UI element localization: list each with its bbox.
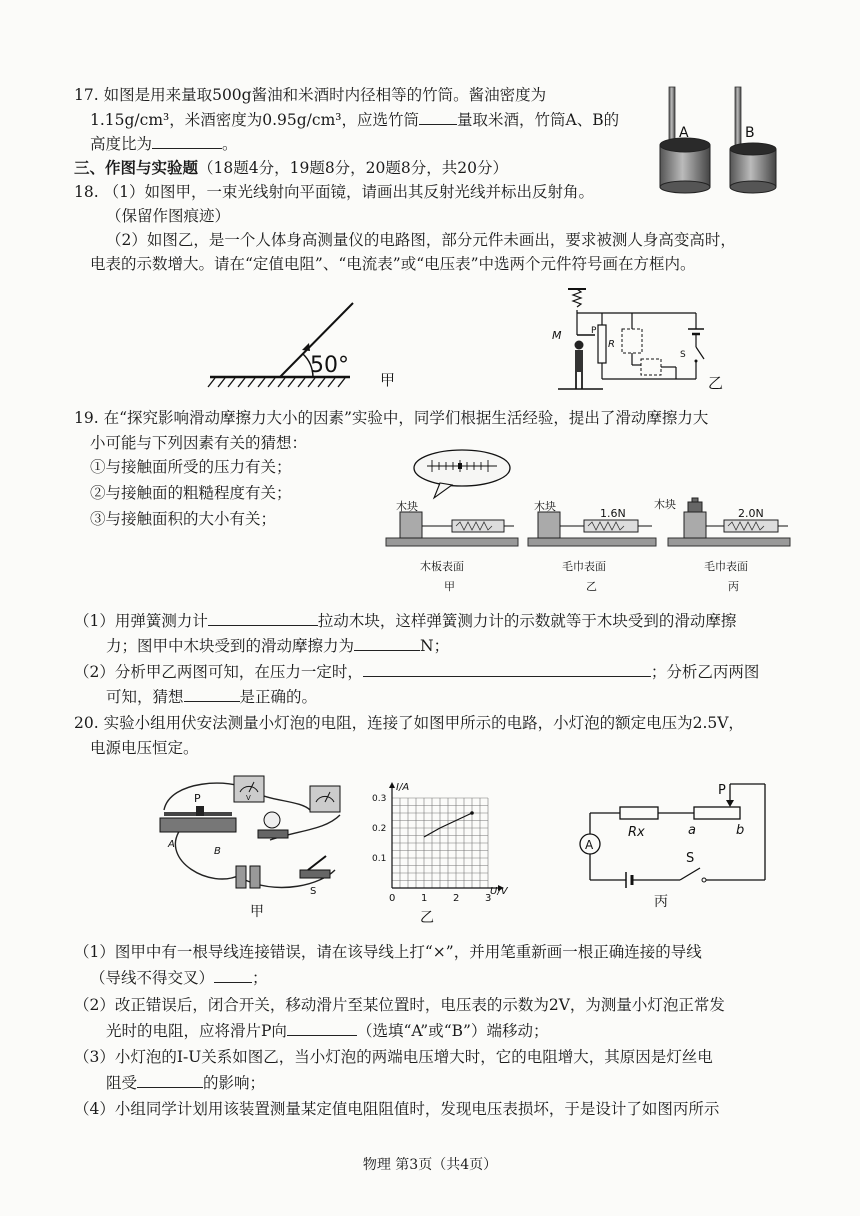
q19-line1: 19. 在“探究影响滑动摩擦力大小的因素”实验中，同学们根据生活经验，提出了滑动摩擦力大	[74, 409, 709, 427]
y-axis-label: I/A	[396, 782, 410, 793]
q19-blank-hypothesis[interactable]	[184, 685, 240, 702]
label-a-jia: A	[168, 839, 175, 850]
rheostat	[160, 806, 236, 832]
q19-part1-line1	[74, 609, 736, 632]
y-axis-arrow-icon	[389, 782, 395, 788]
section3-note: （18题4分，19题8分，20题8分，共20分）	[198, 159, 508, 177]
q18-line3: （2）如图乙，是一个人体身高测量仪的电路图，部分元件未画出，要求被测人身高变高时，	[106, 231, 736, 249]
surface-label-yi: 毛巾表面	[562, 560, 606, 573]
q20-part4-line1: （4）小组同学计划用该装置测量某定值电阻阻值时，发现电压表损坏，于是设计了如图丙所示	[74, 1100, 720, 1118]
q19-hypothesis-1: ①与接触面所受的压力有关；	[90, 458, 292, 476]
switch-jia-icon	[300, 856, 330, 878]
x-axis-label: U/V	[490, 886, 508, 897]
ammeter-icon	[310, 786, 340, 812]
label-p: P	[591, 326, 597, 336]
caption-jia: 甲	[444, 580, 455, 593]
q20-blank-wire[interactable]	[214, 966, 252, 983]
tube-a-label: A	[679, 125, 689, 141]
y-tick-label: 0.2	[372, 824, 387, 834]
iu-chart	[366, 776, 526, 926]
q20-p1-text-b: （导线不得交叉）	[90, 969, 215, 987]
section3-title: 三、作图与实验题	[74, 158, 199, 177]
label-m: M	[552, 329, 562, 342]
q18-line1: 18. （1）如图甲，一束光线射向平面镜，请画出其反射光线并标出反射角。	[74, 183, 594, 201]
q19-part1-line2	[106, 634, 449, 657]
q20-part3-line2	[106, 1071, 265, 1094]
label-b-jia: B	[214, 846, 221, 857]
q19-p2-text-c: 可知，猜想	[106, 688, 184, 706]
switch-symbol	[680, 868, 700, 880]
q20-part1-line1: （1）图甲中有一根导线连接错误，请在该导线上打“×”，并用笔重新画一根正确连接的导线	[74, 943, 702, 961]
ray-arrow-icon	[302, 343, 310, 351]
q19-hypothesis-2: ②与接触面的粗糙程度有关；	[90, 484, 292, 502]
q20-p1-text-c: ；	[252, 969, 268, 987]
physical-circuit-figure	[150, 770, 360, 920]
q20-part3-line1: （3）小灯泡的I-U关系如图乙，当小灯泡的两端电压增大时，它的电阻增大，其原因是灯丝电	[74, 1048, 713, 1066]
y-tick-label: 0.3	[372, 794, 387, 804]
iu-end-point	[470, 811, 474, 815]
q19-blank-motion[interactable]	[208, 609, 318, 626]
weight-icon	[688, 502, 702, 512]
blank-box-1[interactable]	[622, 329, 642, 353]
resistor-rx	[620, 807, 658, 819]
q17-line3-text-a: 高度比为	[90, 135, 153, 153]
q19-line2: 小可能与下列因素有关的猜想：	[90, 434, 308, 452]
block-label-bing: 木块	[654, 498, 676, 511]
panel-jia	[386, 512, 518, 546]
chart-axes	[389, 782, 504, 891]
label-r: R	[608, 339, 615, 350]
tube-b-label: B	[745, 125, 755, 141]
caption-bing: 丙	[728, 580, 739, 593]
q17-line2-text-a: 1.15g/cm³，米酒密度为0.95g/cm³，应选竹筒	[90, 111, 419, 129]
q19-p1-text-a: （1）用弹簧测力计	[74, 612, 208, 630]
switch-s	[696, 347, 704, 359]
label-p-jia: P	[194, 792, 201, 805]
q19-part2-line1	[74, 660, 759, 683]
label-b-low: b	[736, 823, 745, 838]
caption-bing-q20: 丙	[654, 894, 668, 910]
q19-hypothesis-3: ③与接触面积的大小有关；	[90, 510, 277, 528]
q19-p2-text-b: ；分析乙丙两图	[650, 663, 760, 681]
label-s-jia: S	[310, 886, 317, 897]
x-tick-label: 3	[485, 893, 492, 904]
schematic-bing	[570, 776, 780, 916]
q20-p2-text-b: 光时的电阻，应将滑片P向	[106, 1022, 287, 1040]
bamboo-tubes-figure	[655, 85, 785, 195]
rheostat-r	[598, 325, 606, 363]
panel-bing	[668, 498, 790, 546]
slider-arrow-icon	[726, 800, 734, 807]
q20-p3-text-b: 阻受	[106, 1074, 138, 1092]
q20-blank-direction[interactable]	[287, 1019, 357, 1036]
q17-line1: 17. 如图是用来量取500g酱油和米酒时内径相等的竹筒。酱油密度为	[74, 86, 547, 104]
chart-series	[424, 811, 474, 837]
y-tick-label: 0.1	[372, 854, 387, 864]
chart-grid	[392, 798, 488, 888]
x-tick-label: 2	[453, 893, 460, 904]
label-p-bing: P	[718, 783, 726, 798]
battery-pack-icon	[236, 866, 260, 888]
fig-yi-caption: 乙	[708, 374, 724, 392]
label-v-jia: V	[246, 794, 251, 802]
q19-p2-text-a: （2）分析甲乙两图可知，在压力一定时，	[74, 663, 363, 681]
q19-p1-text-d: N；	[420, 637, 450, 655]
q20-p2-text-c: （选填“A”或“B”）端移动；	[356, 1022, 549, 1040]
q20-blank-factor[interactable]	[137, 1071, 203, 1088]
q20-line2: 电源电压恒定。	[90, 739, 199, 757]
caption-yi: 乙	[586, 580, 597, 593]
x-tick-label: 0	[389, 893, 396, 904]
q17-line2	[90, 108, 619, 131]
lamp-icon	[258, 812, 288, 838]
block-label-yi: 木块	[534, 500, 556, 513]
height-meter-circuit	[548, 285, 728, 395]
q17-line3-text-b: 。	[222, 135, 238, 153]
q17-blank-ratio[interactable]	[152, 132, 222, 149]
person-icon	[575, 341, 584, 350]
ammeter-label: A	[585, 838, 594, 852]
mirror-figure	[205, 295, 405, 395]
dial-magnifier	[414, 450, 510, 498]
q19-p2-text-d: 是正确的。	[239, 688, 318, 706]
q20-part2-line2	[106, 1019, 548, 1042]
q20-part2-line1: （2）改正错误后，闭合开关，移动滑片至某位置时，电压表的示数为2V，为测量小灯泡正常发	[74, 996, 725, 1014]
force-label-yi: 1.6N	[600, 507, 626, 520]
q20-p3-text-c: 的影响；	[203, 1074, 266, 1092]
page-footer: 物理 第3页（共4页）	[362, 1157, 498, 1173]
section3-heading	[74, 157, 508, 179]
surface-label-bing: 毛巾表面	[704, 560, 748, 573]
q19-p1-text-b: 拉动木块，这样弹簧测力计的示数就等于木块受到的滑动摩擦	[317, 612, 737, 630]
label-a-low: a	[688, 823, 696, 838]
q19-blank-conclusion[interactable]	[363, 660, 651, 677]
surface-label-jia: 木板表面	[420, 560, 464, 573]
q18-line4: 电表的示数增大。请在“定值电阻”、“电流表”或“电压表”中选两个元件符号画在方框内。	[90, 255, 696, 273]
q17-blank-tube[interactable]	[419, 108, 457, 125]
fig-jia-caption: 甲	[380, 371, 396, 389]
q20-line1: 20. 实验小组用伏安法测量小灯泡的电阻，连接了如图甲所示的电路，小灯泡的额定电压为2.5V，	[74, 714, 744, 732]
rheostat-symbol	[694, 807, 740, 819]
angle-label: 50°	[310, 353, 349, 378]
label-rx: Rx	[628, 825, 645, 840]
label-s: S	[680, 350, 686, 360]
q19-p1-text-c: 力；图甲中木块受到的滑动摩擦力为	[106, 637, 355, 655]
q20-part1-line2	[90, 966, 268, 989]
blank-box-2[interactable]	[641, 359, 661, 375]
panel-yi	[528, 512, 656, 546]
spring-icon	[573, 289, 581, 307]
q19-part2-line2	[106, 685, 317, 708]
q17-line2-text-b: 量取米酒，竹筒A、B的	[457, 111, 620, 129]
label-s-bing: S	[686, 851, 695, 866]
friction-experiment-figure	[382, 450, 792, 596]
x-tick-label: 1	[421, 893, 428, 904]
q19-blank-friction[interactable]	[354, 634, 420, 651]
caption-yi-q20: 乙	[420, 910, 434, 926]
block-label-jia: 木块	[396, 500, 418, 513]
q17-line3	[90, 132, 238, 155]
q18-line2: （保留作图痕迹）	[106, 207, 231, 225]
force-label-bing: 2.0N	[738, 507, 764, 520]
caption-jia-q20: 甲	[250, 904, 264, 920]
